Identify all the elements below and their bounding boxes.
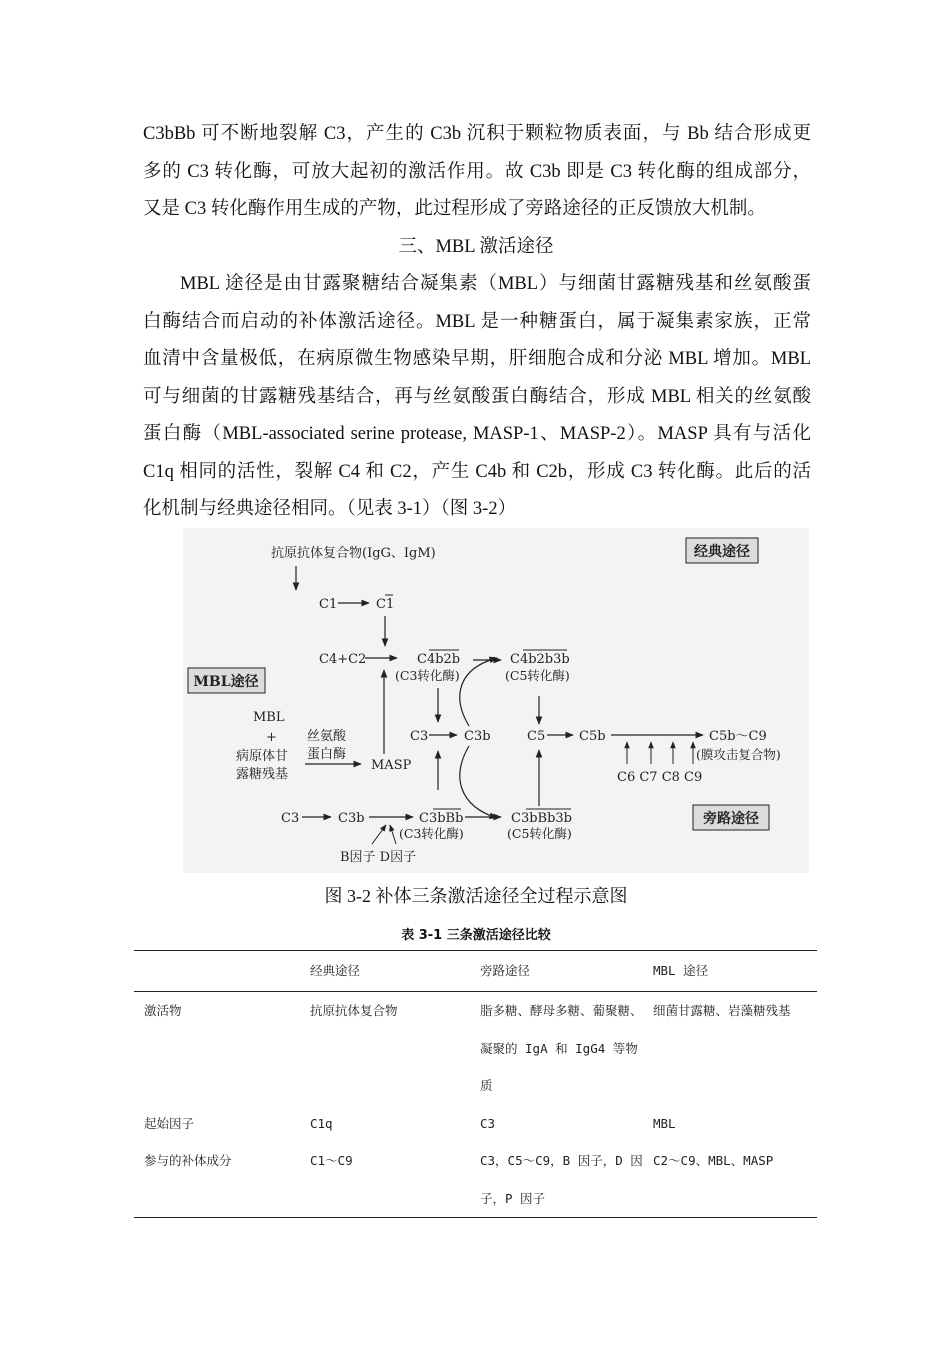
table-cell: 参与的补体成分	[134, 1142, 300, 1218]
table-header-row	[134, 951, 817, 992]
diagram-canvas	[183, 528, 809, 873]
curved-arrow	[460, 658, 497, 726]
table-cell: 细菌甘露糖、岩藻糖残基	[653, 1003, 791, 1018]
c3bbb-label: C3bBb	[419, 811, 464, 826]
masp-label: MASP	[371, 758, 412, 773]
c6-c9-label: C6 C7 C8 C9	[617, 770, 703, 785]
c5b-label: C5b	[579, 729, 606, 744]
figure-caption: 图 3-2 补体三条激活途径全过程示意图	[324, 886, 628, 906]
alternative-pathway-label: 旁路途径	[703, 811, 759, 827]
antigen-antibody-label: 抗原抗体复合物(IgG、IgM)	[271, 546, 436, 561]
table-cell: C2～C9、MBL、MASP	[643, 1142, 817, 1218]
table-title: 表 3-1 三条激活途径比较	[401, 928, 551, 943]
curved-arrow	[460, 746, 497, 818]
c4-c2-label: C4+C2	[319, 652, 367, 667]
c5-convertase-label: (C5转化酶)	[505, 668, 570, 683]
c3-convertase-label-2: (C3转化酶)	[399, 826, 464, 841]
c3b-mid-label: C3b	[464, 729, 491, 744]
paragraph-1	[143, 116, 811, 229]
table-cell: C1q	[310, 1115, 333, 1131]
serine-protease-label-2: 蛋白酶	[307, 747, 347, 762]
section-heading: 三、MBL 激活途径	[398, 237, 554, 257]
plus-sign: +	[266, 730, 277, 745]
text-line: 血清中含量极低，在病原微生物感染早期，肝细胞合成和分泌 MBL 增加。MBL	[143, 349, 811, 369]
c3b-low-label: C3b	[338, 811, 365, 826]
text-line: 化机制与经典途径相同。（见表 3-1）（图 3-2）	[143, 499, 517, 519]
text-line: 又是 C3 转化酶作用生成的产物，此过程形成了旁路途径的正反馈放大机制。	[143, 199, 766, 219]
c5b-c9-label: C5b～C9	[709, 729, 767, 744]
table-cell: C3	[480, 1115, 496, 1131]
table-row	[134, 1142, 817, 1218]
c3bbb3b-label: C3bBb3b	[511, 811, 573, 826]
text-line: 可与细菌的甘露糖残基结合，再与丝氨酸蛋白酶结合，形成 MBL 相关的丝氨酸	[143, 386, 811, 407]
c5-convertase-label-2: (C5转化酶)	[507, 826, 572, 841]
table-header-cell	[134, 951, 300, 992]
arrow	[390, 825, 396, 844]
c4b2b3b-label: C4b2b3b	[510, 652, 570, 667]
mbl-pathway-label: MBL途径	[193, 674, 259, 690]
c3-convertase-label: (C3转化酶)	[395, 668, 460, 683]
pathogen-label-1: 病原体甘	[236, 749, 289, 764]
c1-activated-label: C1	[376, 597, 395, 612]
text-line: 蛋白酶（MBL-associated serine protease, MASP-1、MASP-2）。MASP 具有与活化	[143, 424, 811, 444]
mbl-label: MBL	[253, 710, 285, 725]
membrane-attack-complex-label: (膜攻击复合物)	[696, 747, 781, 762]
c1-label: C1	[319, 597, 338, 612]
text-line: C3bBb 可不断地裂解 C3，产生的 C3b 沉积于颗粒物质表面，与 Bb 结合形成更	[143, 124, 811, 144]
text-line: MBL 途径是由甘露聚糖结合凝集素（MBL）与细菌甘露糖残基和丝氨酸蛋	[180, 274, 811, 294]
table-cell: MBL	[653, 1115, 676, 1131]
table-row	[134, 1105, 817, 1143]
text-line: 白酶结合而启动的补体激活途径。MBL 是一种糖蛋白，属于凝集素家族，正常	[143, 311, 811, 332]
table-header-cell: MBL 途径	[643, 951, 817, 992]
table-header-cell: 旁路途径	[470, 951, 643, 992]
table-cell: 起始因子	[144, 1115, 195, 1131]
table-cell: C3，C5～C9，B 因子，D 因子，P 因子	[470, 1142, 643, 1218]
c4b2b-label: C4b2b	[417, 652, 461, 667]
complement-pathway-diagram	[183, 528, 809, 873]
classical-pathway-label: 经典途径	[694, 544, 750, 560]
arrow	[372, 825, 386, 844]
text-line: C1q 相同的活性，裂解 C4 和 C2，产生 C4b 和 C2b，形成 C3 转化酶。此后的活	[143, 461, 811, 482]
text-line: 多的 C3 转化酶，可放大起初的激活作用。故 C3b 即是 C3 转化酶的组成部分，	[143, 161, 811, 182]
pathogen-label-2: 露糖残基	[236, 767, 289, 782]
comparison-table	[134, 950, 817, 1218]
c5-label: C5	[527, 729, 546, 744]
serine-protease-label-1: 丝氨酸	[307, 729, 347, 744]
table-cell: 抗原抗体复合物	[310, 1003, 398, 1018]
c3-mid-label: C3	[410, 729, 429, 744]
c3-low-label: C3	[281, 811, 300, 826]
paragraph-2	[143, 266, 811, 529]
table-row	[134, 992, 817, 1105]
factor-b-d-label: B因子 D因子	[340, 850, 417, 865]
table-cell: C1～C9	[300, 1142, 470, 1218]
table-cell: 脂多糖、酵母多糖、葡聚糖、凝聚的 IgA 和 IgG4 等物质	[480, 1003, 643, 1093]
table-header-cell: 经典途径	[300, 951, 470, 992]
table-cell: 激活物	[144, 1003, 182, 1018]
